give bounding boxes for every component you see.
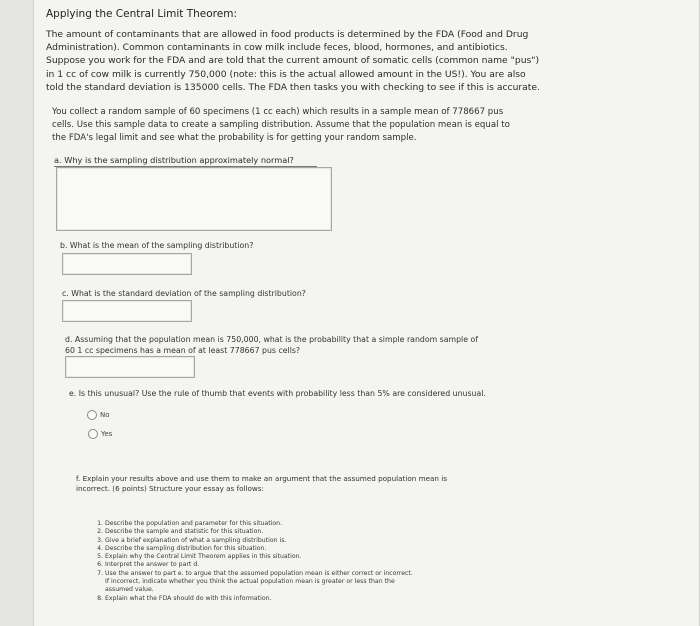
essay-structure-list xyxy=(94,520,514,603)
question-d-answer-box[interactable] xyxy=(65,356,195,378)
question-f-line: f. Explain your results above and use them to make an argument that the assumed population mean is xyxy=(76,474,448,483)
radio-button-icon[interactable] xyxy=(87,410,97,420)
option-yes-label: Yes xyxy=(101,430,113,438)
essay-step: 6. Interpret the answer to part d. xyxy=(105,561,514,569)
question-f-label xyxy=(76,474,447,493)
essay-step: 8. Explain what the FDA should do with this information. xyxy=(105,595,514,603)
intro-line: The amount of contaminants that are allowed in food products is determined by the FDA (Food and Drug xyxy=(46,29,529,40)
sample-line: You collect a random sample of 60 specimens (1 cc each) which results in a sample mean of 778667 pus xyxy=(52,107,504,117)
intro-line: told the standard deviation is 135000 cells. The FDA then tasks you with checking to see if this is accurate. xyxy=(46,81,540,93)
essay-step: 1. Describe the population and parameter for this situation. xyxy=(105,520,514,528)
worksheet-page xyxy=(33,0,700,626)
question-f-line: incorrect. (6 points) Structure your essay as follows: xyxy=(76,483,264,493)
essay-step: 4. Describe the sampling distribution for this situation. xyxy=(105,545,514,553)
page-title: Applying the Central Limit Theorem: xyxy=(46,8,237,20)
question-a-answer-box[interactable] xyxy=(56,167,332,231)
intro-line: Administration). Common contaminants in cow milk include feces, blood, hormones, and antibiotics. xyxy=(46,42,508,54)
question-b-label: b. What is the mean of the sampling distribution? xyxy=(60,241,254,250)
essay-step: 5. Explain why the Central Limit Theorem applies in this situation. xyxy=(105,553,514,561)
essay-step: 2. Describe the sample and statistic for this situation. xyxy=(105,528,514,536)
radio-button-icon[interactable] xyxy=(88,429,98,439)
sample-paragraph xyxy=(52,106,557,144)
option-no[interactable] xyxy=(87,410,110,420)
question-d-label xyxy=(65,335,478,356)
question-b-answer-box[interactable] xyxy=(62,253,192,275)
intro-line: Suppose you work for the FDA and are told that the current amount of somatic cells (common name "pus") xyxy=(46,55,540,67)
question-c-label: c. What is the standard deviation of the sampling distribution? xyxy=(62,289,306,298)
essay-step-continuation: If incorrect, indicate whether you think the actual population mean is greater or less than the xyxy=(105,578,395,586)
question-a-label: a. Why is the sampling distribution approximately normal? xyxy=(54,155,294,165)
sample-line: the FDA's legal limit and see what the probability is for getting your random sample. xyxy=(52,132,417,143)
option-yes[interactable] xyxy=(88,429,112,439)
question-d-line: d. Assuming that the population mean is 750,000, what is the probability that a simple random sample of xyxy=(65,335,479,344)
question-d-line: 60 1 cc specimens has a mean of at least 778667 pus cells? xyxy=(65,345,301,355)
sample-line: cells. Use this sample data to create a sampling distribution. Assume that the population mean is equal to xyxy=(52,119,510,130)
essay-step-continuation: assumed value. xyxy=(105,586,154,594)
option-no-label: No xyxy=(100,411,110,419)
intro-line: in 1 cc of cow milk is currently 750,000 (note: this is the actual allowed amount in the US!). You are also xyxy=(46,68,526,80)
intro-paragraph xyxy=(46,28,551,94)
question-c-answer-box[interactable] xyxy=(62,300,192,322)
question-e-label: e. Is this unusual? Use the rule of thumb that events with probability less than 5% are considered unusual. xyxy=(69,389,486,398)
essay-step: 3. Give a brief explanation of what a sampling distribution is. xyxy=(105,537,514,545)
essay-step: 7. Use the answer to part e. to argue that the assumed population mean is either correct or incorrect. xyxy=(105,570,514,578)
